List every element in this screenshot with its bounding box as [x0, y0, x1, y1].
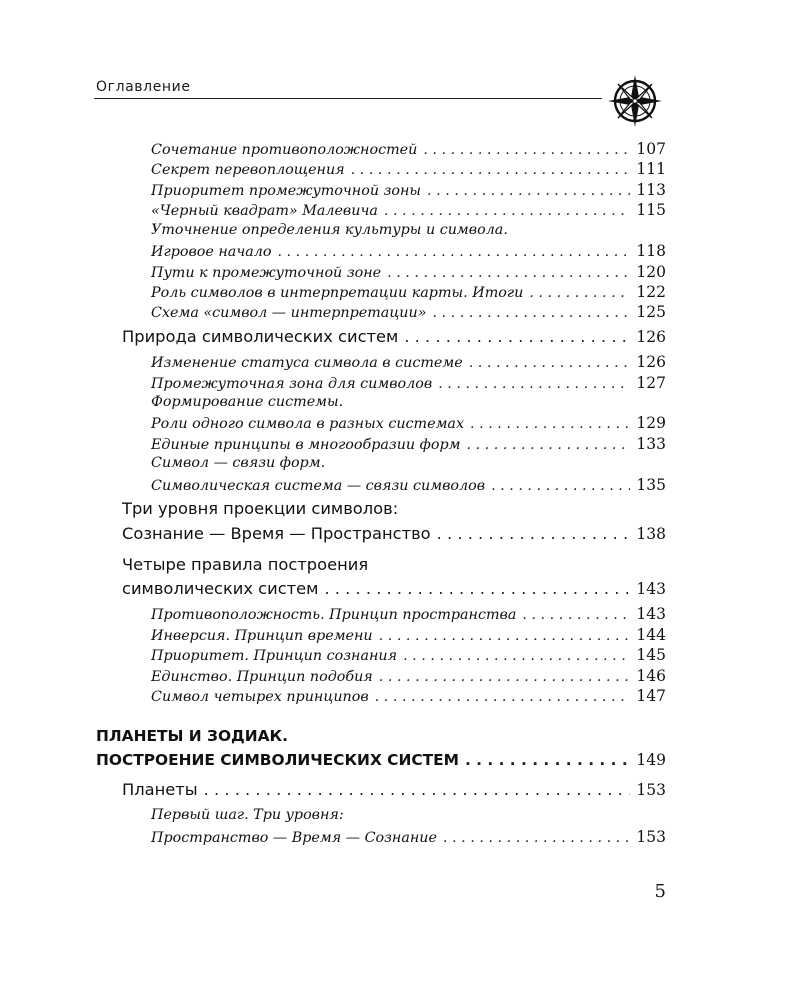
toc-entry-title: Изменение статуса символа в системе: [151, 355, 463, 371]
toc-entry-title: Сочетание противоположностей: [151, 142, 418, 158]
toc-page-number: 143: [636, 580, 666, 598]
toc-page-number: 135: [636, 476, 666, 494]
toc-entry[interactable]: [151, 201, 666, 219]
toc-page-number: 125: [636, 303, 666, 321]
toc-entry-title-line1: Символ — связи форм.: [151, 455, 326, 471]
toc-entry-title: Противоположность. Принцип пространства: [151, 607, 517, 623]
dot-leader: [427, 183, 630, 199]
toc-section-entry[interactable]: [122, 579, 666, 598]
dot-leader: [522, 607, 630, 623]
dot-leader: [403, 648, 630, 664]
toc-entry[interactable]: [151, 353, 666, 371]
toc-entry-title: Роль символов в интерпретации карты. Итоги: [151, 285, 524, 301]
toc-entry[interactable]: [151, 605, 666, 623]
toc-page-number: 145: [636, 646, 666, 664]
toc-page-number: 129: [636, 414, 666, 432]
toc-entry[interactable]: [151, 435, 666, 453]
toc-entry-title: Инверсия. Принцип времени: [151, 628, 373, 644]
dot-leader: [423, 142, 630, 158]
toc-page-number: 153: [636, 781, 666, 799]
dot-leader: [491, 478, 630, 494]
toc-page-number: 153: [636, 828, 666, 846]
toc-entry-title: Секрет перевоплощения: [151, 162, 345, 178]
dot-leader: [443, 830, 630, 846]
dot-leader: [277, 244, 630, 260]
dot-leader: [529, 285, 630, 301]
toc-page-number: 120: [636, 263, 666, 281]
toc-page-number: 126: [636, 353, 666, 371]
toc-entry[interactable]: [151, 828, 666, 846]
toc-entry[interactable]: [151, 374, 666, 392]
dot-leader: [375, 689, 631, 705]
toc-page-number: 107: [636, 140, 666, 158]
dot-leader: [438, 376, 630, 392]
toc-section-title: Сознание — Время — Пространство: [122, 524, 431, 543]
toc-entry[interactable]: [151, 283, 666, 301]
toc-page-number: 146: [636, 667, 666, 685]
toc-entry-title: Промежуточная зона для символов: [151, 376, 433, 392]
toc-entry-title: Игровое начало: [151, 244, 272, 260]
toc-entry-title-line1: Первый шаг. Три уровня:: [151, 807, 344, 823]
dot-leader: [465, 751, 630, 769]
toc-entry[interactable]: [151, 303, 666, 321]
dot-leader: [379, 669, 631, 685]
toc-page-number: 147: [636, 687, 666, 705]
toc-page-number: 115: [636, 201, 666, 219]
toc-page-number: 127: [636, 374, 666, 392]
toc-section-entry[interactable]: [122, 327, 666, 346]
toc-entry-title: Единство. Принцип подобия: [151, 669, 373, 685]
toc-entry-title-line1: Формирование системы.: [151, 394, 344, 410]
dot-leader: [470, 416, 630, 432]
dot-leader: [404, 327, 630, 346]
dot-leader: [379, 628, 631, 644]
dot-leader: [384, 203, 631, 219]
dot-leader: [324, 579, 630, 598]
toc-entry[interactable]: [151, 476, 666, 494]
toc-entry-title: Символическая система — связи символов: [151, 478, 486, 494]
dot-leader: [432, 305, 630, 321]
dot-leader: [204, 780, 631, 799]
dot-leader: [387, 265, 630, 281]
toc-section-title-line1: Три уровня проекции символов:: [122, 499, 399, 518]
dot-leader: [437, 524, 631, 543]
toc-entry-title: Единые принципы в многообразии форм: [151, 437, 461, 453]
toc-entry[interactable]: [151, 160, 666, 178]
toc-entry-title: Роли одного символа в разных системах: [151, 416, 465, 432]
dot-leader: [469, 355, 631, 371]
toc-page-number: 138: [636, 525, 666, 543]
toc-entry-title-line1: Уточнение определения культуры и символа.: [151, 222, 508, 238]
toc-page-number: 144: [636, 626, 666, 644]
toc-entry-title: Пути к промежуточной зоне: [151, 265, 382, 281]
toc-section-title: Планеты: [122, 780, 198, 799]
toc-page-number: 126: [636, 328, 666, 346]
toc-entry-title: «Черный квадрат» Малевича: [151, 203, 378, 219]
toc-entry[interactable]: [151, 242, 666, 260]
page-number: 5: [654, 881, 666, 902]
toc-page-number: 113: [636, 181, 666, 199]
toc-part-title: ПОСТРОЕНИЕ СИМВОЛИЧЕСКИХ СИСТЕМ: [96, 751, 459, 769]
toc-page-number: 118: [636, 242, 666, 260]
toc-section-title: Природа символических систем: [122, 327, 399, 346]
toc-section-entry[interactable]: [122, 524, 666, 543]
toc-page-number: 122: [636, 283, 666, 301]
toc-entry[interactable]: [151, 263, 666, 281]
dot-leader: [351, 162, 631, 178]
toc-page-number: 149: [636, 751, 666, 769]
toc-page-number: 133: [636, 435, 666, 453]
toc-entry[interactable]: [151, 414, 666, 432]
toc-entry[interactable]: [151, 687, 666, 705]
toc-part-title-line1: ПЛАНЕТЫ И ЗОДИАК.: [96, 727, 288, 745]
toc-page-number: 143: [636, 605, 666, 623]
toc-section-title: символических систем: [122, 579, 319, 598]
toc-part-entry[interactable]: [96, 751, 666, 769]
toc-entry[interactable]: [151, 667, 666, 685]
toc-entry[interactable]: [151, 646, 666, 664]
toc-section-entry[interactable]: [122, 780, 666, 799]
toc-entry[interactable]: [151, 140, 666, 158]
toc-entry-title: Символ четырех принципов: [151, 689, 369, 705]
dot-leader: [466, 437, 630, 453]
toc-entry[interactable]: [151, 181, 666, 199]
toc-page-number: 111: [636, 160, 666, 178]
toc-entry-title: Приоритет. Принцип сознания: [151, 648, 398, 664]
toc-entry-title: Схема «символ — интерпретации»: [151, 305, 427, 321]
toc-entry[interactable]: [151, 626, 666, 644]
toc-entry-title: Приоритет промежуточной зоны: [151, 183, 422, 199]
running-head: Оглавление: [96, 79, 191, 95]
toc-section-title-line1: Четыре правила построения: [122, 555, 369, 574]
toc-entry-title: Пространство — Время — Сознание: [151, 830, 437, 846]
